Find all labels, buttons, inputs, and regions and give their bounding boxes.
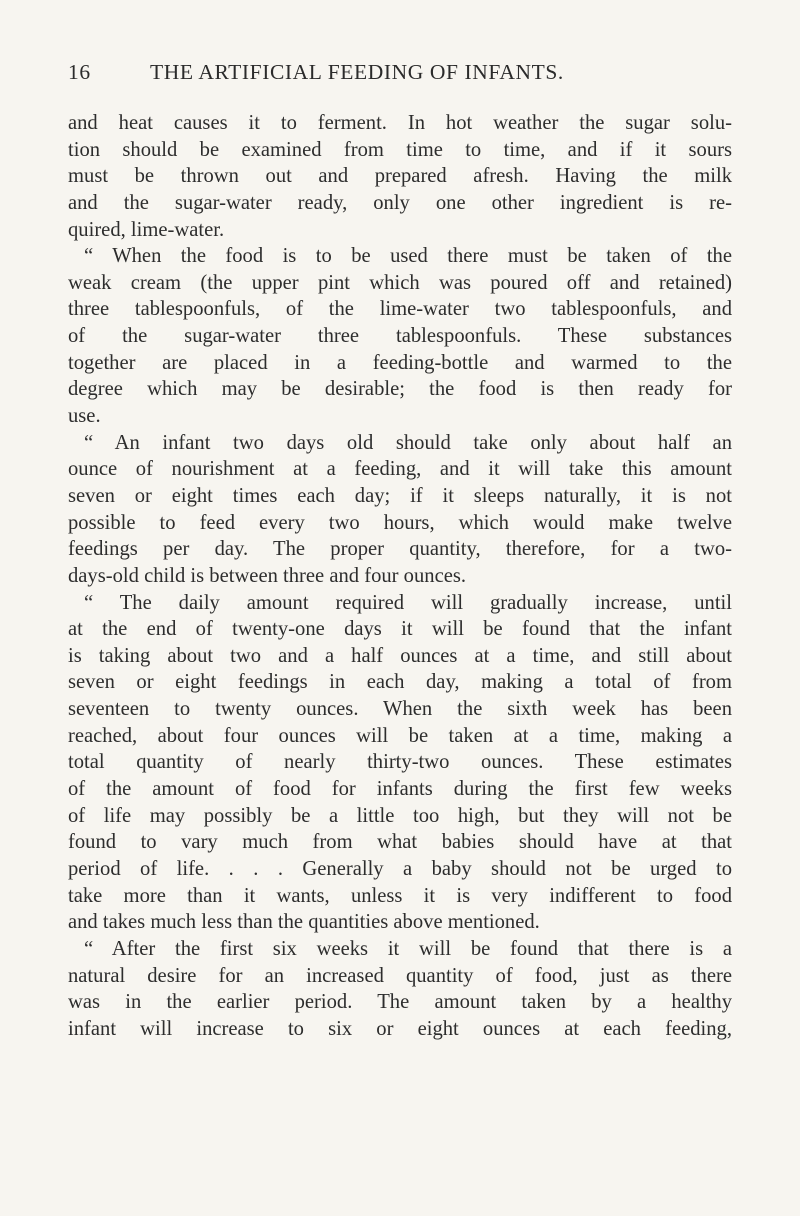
text-line: natural desire for an increased quantity of food, just as there bbox=[68, 964, 732, 987]
text-line: seventeen to twenty ounces. When the sixth week has been bbox=[68, 698, 732, 721]
text-line: weak cream (the upper pint which was poured off and retained) bbox=[68, 271, 732, 294]
text-line: and the sugar-water ready, only one other ingredient is re- bbox=[68, 191, 732, 214]
text-line: degree which may be desirable; the food is then ready for bbox=[68, 378, 732, 401]
text-line: possible to feed every two hours, which would make twelve bbox=[68, 511, 732, 534]
page-number: 16 bbox=[68, 60, 91, 84]
text-line: together are placed in a feeding-bottle and warmed to the bbox=[68, 351, 732, 374]
text-line: tion should be examined from time to time, and if it sours bbox=[68, 138, 732, 161]
text-line: must be thrown out and prepared afresh. Having the milk bbox=[68, 165, 732, 188]
text-line: seven or eight feedings in each day, making a total of from bbox=[68, 671, 732, 694]
text-line: “ After the first six weeks it will be found that there is a bbox=[84, 937, 732, 960]
text-line: ounce of nourishment at a feeding, and it will take this amount bbox=[68, 458, 732, 481]
text-line: total quantity of nearly thirty-two ounces. These estimates bbox=[68, 751, 732, 774]
text-line: infant will increase to six or eight ounces at each feeding, bbox=[68, 1017, 732, 1040]
text-line: of life may possibly be a little too high, but they will not be bbox=[68, 804, 732, 827]
text-line: of the amount of food for infants during the first few weeks bbox=[68, 778, 732, 801]
text-line: feedings per day. The proper quantity, therefore, for a two- bbox=[68, 538, 732, 561]
text-line: is taking about two and a half ounces at a time, and still about bbox=[68, 644, 732, 667]
text-line: three tablespoonfuls, of the lime-water two tablespoonfuls, and bbox=[68, 298, 732, 321]
text-line: take more than it wants, unless it is very indifferent to food bbox=[68, 884, 732, 907]
text-line: days-old child is between three and four ounces. bbox=[68, 564, 467, 587]
text-line: of the sugar-water three tablespoonfuls. These substances bbox=[68, 325, 732, 348]
running-head-title: THE ARTIFICIAL FEEDING OF INFANTS. bbox=[150, 60, 564, 84]
text-line: and takes much less than the quantities above mentioned. bbox=[68, 911, 540, 934]
text-line: found to vary much from what babies should have at that bbox=[68, 831, 732, 854]
text-line: “ When the food is to be used there must be taken of the bbox=[84, 245, 732, 268]
text-line: “ The daily amount required will gradually increase, until bbox=[84, 591, 732, 614]
text-line: period of life. . . . Generally a baby should not be urged to bbox=[68, 857, 732, 880]
text-line: was in the earlier period. The amount taken by a healthy bbox=[68, 991, 732, 1014]
text-line: “ An infant two days old should take only about half an bbox=[84, 431, 732, 454]
running-head bbox=[68, 60, 730, 90]
body-text bbox=[68, 110, 732, 1042]
text-line: seven or eight times each day; if it sleeps naturally, it is not bbox=[68, 484, 732, 507]
text-line: and heat causes it to ferment. In hot weather the sugar solu- bbox=[68, 112, 732, 134]
text-line: reached, about four ounces will be taken at a time, making a bbox=[68, 724, 732, 747]
text-line: quired, lime-water. bbox=[68, 218, 225, 241]
text-line: at the end of twenty-one days it will be found that the infant bbox=[68, 618, 732, 641]
text-line: use. bbox=[68, 405, 101, 428]
